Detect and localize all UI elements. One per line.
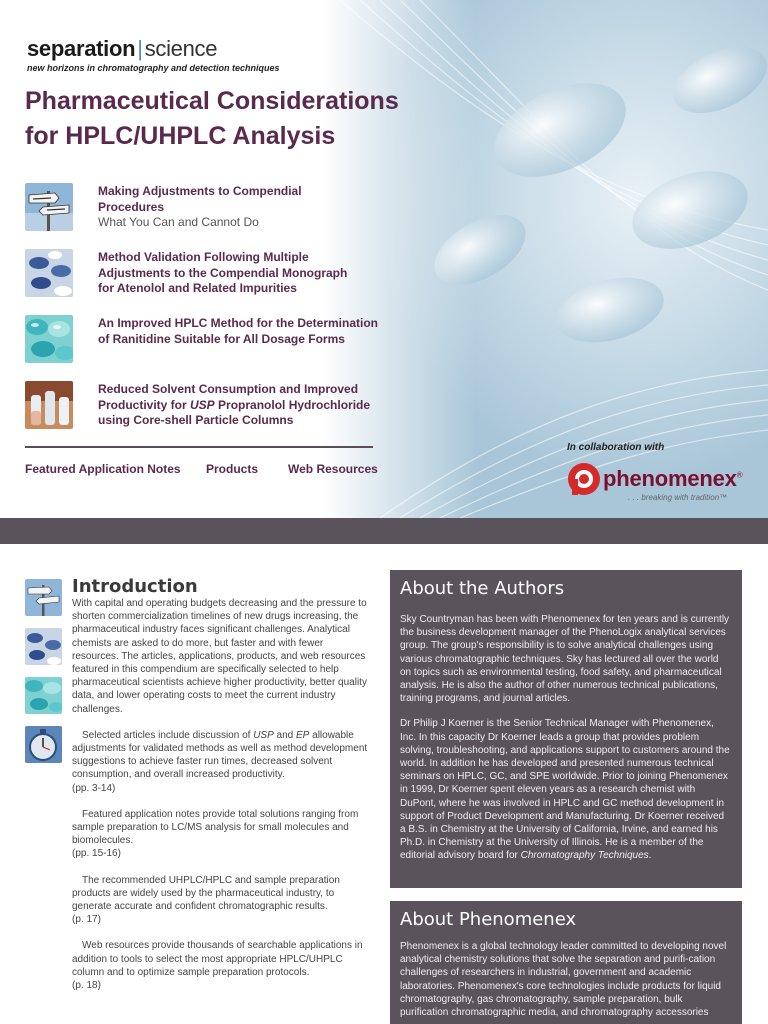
toc-item[interactable] <box>25 381 375 431</box>
toc-title-line: Reduced Solvent Consumption and Improved <box>98 382 359 396</box>
road-sign-icon <box>25 183 73 231</box>
section-divider <box>25 446 373 448</box>
toc-subtitle: What You Can and Cannot Do <box>98 215 259 229</box>
toc-title-emphasis: USP <box>190 397 215 412</box>
page-reference: (pp. 15-16) <box>72 848 121 860</box>
about-company-heading: About Phenomenex <box>400 909 577 930</box>
intro-paragraph <box>72 808 368 861</box>
page-title <box>25 84 445 154</box>
author-paragraph <box>400 717 732 862</box>
toc-title-line: Making Adjustments to Compendial <box>98 184 302 198</box>
about-authors-body <box>390 599 742 863</box>
blue-pills-icon <box>25 249 73 297</box>
toc-title-line: An Improved HPLC Method for the Determination <box>98 316 379 330</box>
text-fragment: Selected articles include discussion of <box>82 729 254 741</box>
stopwatch-icon <box>25 726 62 763</box>
capsules-icon <box>25 677 62 714</box>
phenomenex-wordmark <box>603 466 742 492</box>
logo-separator: | <box>137 36 143 61</box>
phenomenex-emblem-icon <box>566 461 602 497</box>
toc-item-text <box>98 184 378 231</box>
toc-title-line: using Core-shell Particle Columns <box>98 413 294 427</box>
blue-pills-icon <box>25 628 62 665</box>
text-fragment: The recommended UHPLC/HPLC and sample preparation products are widely used by the pharmaceutical industry, to generate accurate and confident chromatographic results. <box>72 874 340 913</box>
intro-paragraph <box>72 939 368 992</box>
toc-item[interactable] <box>25 315 379 365</box>
text-emphasis: USP <box>253 729 274 741</box>
road-sign-icon <box>25 579 62 616</box>
logo-word-separation: separation <box>27 36 136 61</box>
author-paragraph: Sky Countryman has been with Phenomenex for ten years and is currently the business development manager of the PhenoLogix analytical services group. The group's responsibility is to solve analytical challenges using various chromatographic techniques. Sky has lectured all over the world on topics such as environmental testing, food safety, and pharmaceutical analysis. He is also the author of other numerous technical publications, training programs, and journal articles. <box>400 614 730 705</box>
toc-title-line: of Ranitidine Suitable for All Dosage Forms <box>98 331 345 346</box>
page-reference: (p. 17) <box>72 914 101 926</box>
about-company-body <box>390 930 742 1019</box>
text-emphasis: Chromatography Techniques <box>520 850 649 862</box>
intro-paragraph <box>72 874 368 927</box>
toc-title-line: Procedures <box>98 199 165 214</box>
link-products[interactable]: Products <box>206 462 259 476</box>
title-line-2: for HPLC/UHPLC Analysis <box>25 122 336 150</box>
toc-item-text <box>98 382 378 429</box>
toc-title-fragment: Propranolol Hydrochloride <box>214 397 371 412</box>
lab-tubes-icon <box>25 381 73 429</box>
toc-title-fragment: Productivity for <box>98 397 191 412</box>
text-fragment: Web resources provide thousands of searchable applications in addition to tools to select the most appropriate HPLC/UHPLC column and to optimize sample preparation protocols. <box>72 940 363 978</box>
link-web-resources[interactable]: Web Resources <box>288 462 378 476</box>
about-company-panel <box>390 901 742 1024</box>
phenomenex-tagline: . . . breaking with tradition™ <box>628 493 728 502</box>
about-authors-panel <box>390 570 742 888</box>
toc-item-text <box>98 250 378 297</box>
toc-item[interactable] <box>25 183 375 233</box>
divider-band <box>0 518 768 544</box>
toc-item-text <box>98 316 378 347</box>
title-line-1: Pharmaceutical Considerations <box>25 87 399 115</box>
intro-paragraph <box>72 729 368 795</box>
toc-title-line: Method Validation Following Multiple <box>98 250 309 264</box>
registered-mark: ® <box>736 470 743 480</box>
collaboration-label: In collaboration with <box>567 442 665 453</box>
introduction-body <box>72 597 368 1005</box>
toc-title-line <box>98 398 378 414</box>
toc-title-line: for Atenolol and Related Impurities <box>98 281 297 295</box>
phenomenex-logo[interactable] <box>566 461 746 506</box>
text-fragment: allowable adjustments for validated methods as well as method development suggestions to achieve faster run times, decreased solvent consumption, and overall increased productivity. <box>72 729 368 781</box>
logo-tagline: new horizons in chromatography and detection techniques <box>27 63 280 73</box>
toc-title-line: Adjustments to the Compendial Monograph <box>98 265 348 280</box>
introduction-heading: Introduction <box>72 576 198 597</box>
text-fragment: . <box>648 850 652 862</box>
intro-paragraph: With capital and operating budgets decreasing and the pressure to shorten commercialization timelines of new drugs increasing, the pharmaceutical industry faces significant challenges. Analytical chemists are asked to do more, but faster and with fewer resources. The articles, applications, products, and web resources featured in this compendium are specifically selected to help pharmaceutical scientists achieve higher productivity, better quality data, and lower operating costs to meet the current industry challenges. <box>72 598 367 715</box>
about-authors-heading: About the Authors <box>400 578 565 599</box>
text-fragment: and <box>273 729 297 741</box>
page-reference: (p. 18) <box>72 980 101 992</box>
text-fragment: Dr Philip J Koerner is the Senior Technical Manager with Phenomenex, Inc. In this capacity Dr Koerner leads a group that provides problem solving, troubleshooting, and applications support to customers around the world. In addition he has developed and presented numerous technical seminars on HPLC, GC, and SPE worldwide. Prior to joining Phenomenex in 1999, Dr Koerner spent eleven years as a research chemist with DuPont, where he was involved in HPLC and GC method development in support of Product Development and Manufacturing. Dr Koerner received a B.S. in Chemistry at the University of California, Irvine, and earned his Ph.D. in Chemistry at the University of Illinois. He is a member of the editorial advisory board for <box>400 718 730 862</box>
phenomenex-name: phenomenex <box>603 466 737 491</box>
toc-item[interactable] <box>25 249 375 299</box>
text-fragment: Featured application notes provide total solutions ranging from sample preparation to LC/MS analysis for small molecules and biomolecules. <box>72 808 359 847</box>
section-links <box>25 462 385 478</box>
logo-word-science: science <box>144 36 218 61</box>
separation-science-logo[interactable] <box>27 36 280 73</box>
link-featured-application-notes[interactable]: Featured Application Notes <box>25 462 181 476</box>
logo-wordmark <box>27 36 280 62</box>
page-reference: (pp. 3-14) <box>72 782 116 794</box>
company-paragraph: Phenomenex is a global technology leader committed to developing novel analytical chemistry solutions that solve the separation and purifi-cation challenges of researchers in industrial, government and academic laboratories. Phenomenex's core technologies include products for liquid chromatography, gas chromatography, sample preparation, bulk purification chromatographic media, and chromatography accessories <box>400 941 727 1019</box>
text-emphasis: EP <box>296 729 310 741</box>
capsules-icon <box>25 315 73 363</box>
